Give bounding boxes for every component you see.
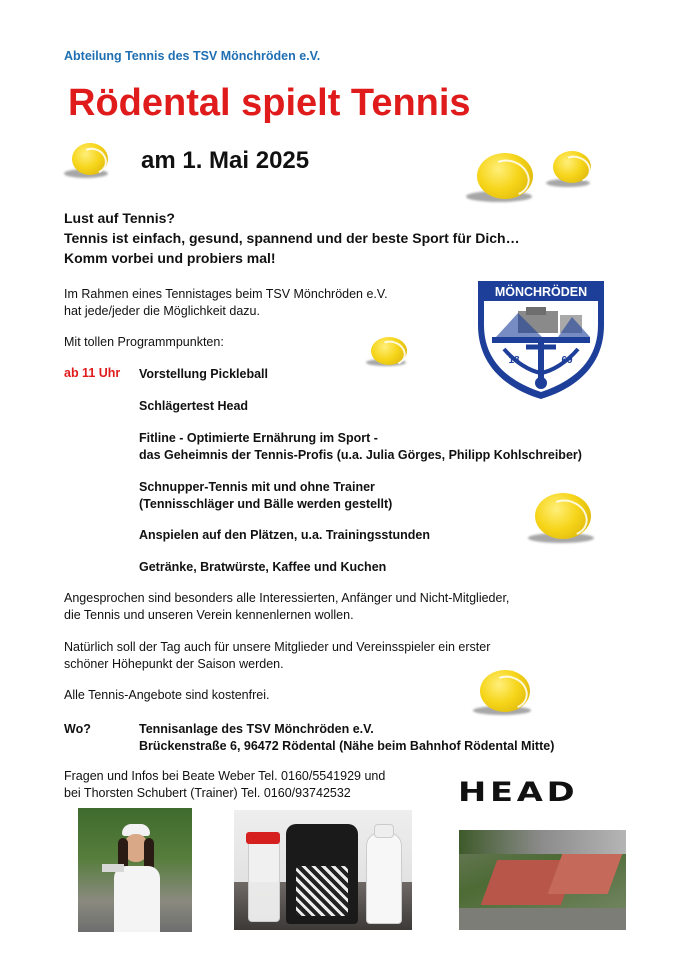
tennis-ball-icon <box>72 143 108 175</box>
text-line: hat jede/jeder die Möglichkeit dazu. <box>64 304 260 318</box>
program-line: das Geheimnis der Tennis-Profis (u.a. Julia Görges, Philipp Kohlschreiber) <box>139 448 582 462</box>
program-item: Schlägertest Head <box>139 399 249 413</box>
tennis-ball-icon <box>371 337 407 365</box>
tennis-ball-icon <box>535 493 591 539</box>
address-line: Brückenstraße 6, 96472 Rödental (Nähe beim Bahnhof Rödental Mitte) <box>139 739 555 753</box>
program-line: (Tennisschläger und Bälle werden gestellt) <box>139 497 393 511</box>
club-year-right: 69 <box>561 355 573 366</box>
intro-paragraph <box>64 286 388 320</box>
start-time: ab 11 Uhr <box>64 366 121 380</box>
products-photo <box>234 810 412 930</box>
members-paragraph <box>64 639 490 673</box>
head-sponsor-logo <box>458 778 628 808</box>
main-title: Rödental spielt Tennis <box>68 82 471 124</box>
intro-line: Tennis ist einfach, gesund, spannend und der beste Sport für Dich… <box>64 230 520 246</box>
contact-info <box>64 768 385 802</box>
program-line: Fitline - Optimierte Ernährung im Sport - <box>139 431 378 445</box>
address-line: Tennisanlage des TSV Mönchröden e.V. <box>139 722 374 736</box>
sponsor-logo-text: HEAD <box>458 777 579 808</box>
text-line: Im Rahmen eines Tennistages beim TSV Mönchröden e.V. <box>64 287 388 301</box>
program-item: Anspielen auf den Plätzen, u.a. Trainingsstunden <box>139 528 431 542</box>
program-line: Schnupper-Tennis mit und ohne Trainer <box>139 480 375 494</box>
contact-line: Fragen und Infos bei Beate Weber Tel. 0160/5541929 und <box>64 769 386 783</box>
intro-block <box>64 208 520 268</box>
club-name-text: MÖNCHRÖDEN <box>494 285 588 299</box>
text-line: Angesprochen sind besonders alle Interessierten, Anfänger und Nicht-Mitglieder, <box>64 591 510 605</box>
department-line: Abteilung Tennis des TSV Mönchröden e.V. <box>64 49 321 63</box>
player-photo <box>78 808 192 932</box>
program-intro: Mit tollen Programmpunkten: <box>64 335 224 349</box>
tennis-ball-icon <box>480 670 530 712</box>
intro-line: Komm vorbei und probiers mal! <box>64 250 276 266</box>
audience-paragraph <box>64 590 509 624</box>
text-line: die Tennis und unseren Verein kennenlernen wollen. <box>64 608 354 622</box>
intro-line: Lust auf Tennis? <box>64 210 175 226</box>
program-item: Vorstellung Pickleball <box>139 367 268 381</box>
text-line: Natürlich soll der Tag auch für unsere Mitglieder und Vereinsspieler ein erster <box>64 640 491 654</box>
tennis-ball-icon <box>477 153 533 199</box>
program-item <box>139 430 582 464</box>
contact-line: bei Thorsten Schubert (Trainer) Tel. 0160/93742532 <box>64 786 351 800</box>
location-address <box>139 721 554 755</box>
program-item <box>139 479 392 513</box>
location-label: Wo? <box>64 722 91 736</box>
tennis-courts-photo <box>459 830 626 930</box>
club-crest-logo <box>474 277 608 401</box>
program-item: Getränke, Bratwürste, Kaffee und Kuchen <box>139 560 387 574</box>
club-year-left: 18 <box>508 355 520 366</box>
tennis-ball-icon <box>553 151 591 183</box>
event-date: am 1. Mai 2025 <box>141 147 310 174</box>
text-line: schöner Höhepunkt der Saison werden. <box>64 657 284 671</box>
free-offer-note: Alle Tennis-Angebote sind kostenfrei. <box>64 688 270 702</box>
